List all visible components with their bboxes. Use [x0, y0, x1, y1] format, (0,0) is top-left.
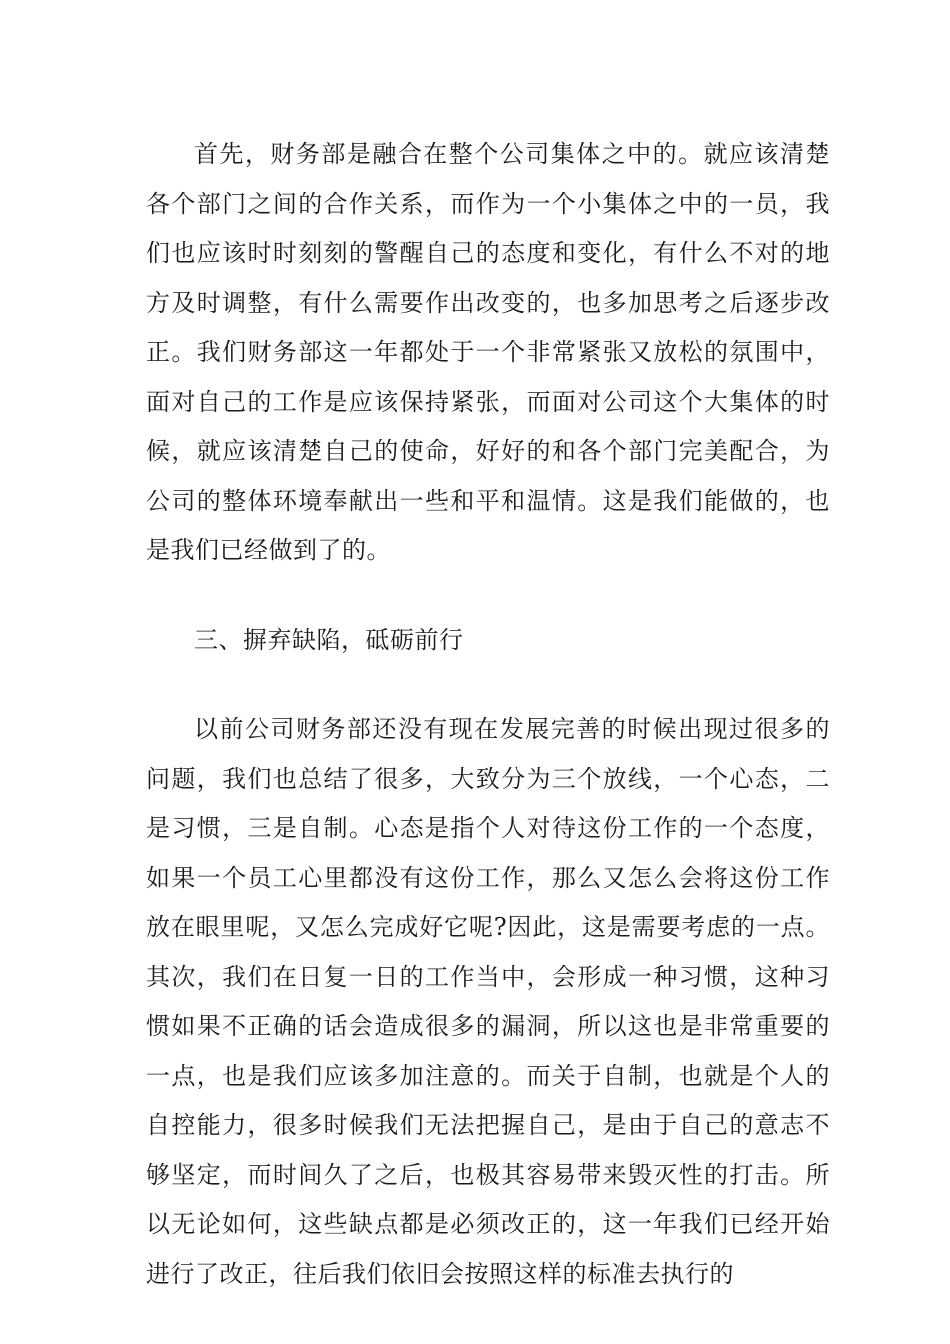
document-page	[146, 130, 830, 1299]
body-paragraph-2: 以前公司财务部还没有现在发展完善的时候出现过很多的问题，我们也总结了很多，大致分为三个放线，一个心态，二是习惯，三是自制。心态是指个人对待这份工作的一个态度，如果一个员工心里都没有这份工作，那么又怎么会将这份工作放在眼里呢，又怎么完成好它呢?因此，这是需要考虑的一点。其次，我们在日复一日的工作当中，会形成一种习惯，这种习惯如果不正确的话会造成很多的漏洞，所以这也是非常重要的一点，也是我们应该多加注意的。而关于自制，也就是个人的自控能力，很多时候我们无法把握自己，是由于自己的意志不够坚定，而时间久了之后，也极其容易带来毁灭性的打击。所以无论如何，这些缺点都是必须改正的，这一年我们已经开始进行了改正，往后我们依旧会按照这样的标准去执行的	[146, 715, 830, 1288]
body-paragraph-1: 首先，财务部是融合在整个公司集体之中的。就应该清楚各个部门之间的合作关系，而作为一个小集体之中的一员，我们也应该时时刻刻的警醒自己的态度和变化，有什么不对的地方及时调整，有什么需要作出改变的，也多加思考之后逐步改正。我们财务部这一年都处于一个非常紧张又放松的氛围中，面对自己的工作是应该保持紧张，而面对公司这个大集体的时候，就应该清楚自己的使命，好好的和各个部门完美配合，为公司的整体环境奉献出一些和平和温情。这是我们能做的，也是我们已经做到了的。	[146, 140, 830, 564]
section-heading-3: 三、摒弃缺陷，砥砺前行	[194, 625, 464, 654]
